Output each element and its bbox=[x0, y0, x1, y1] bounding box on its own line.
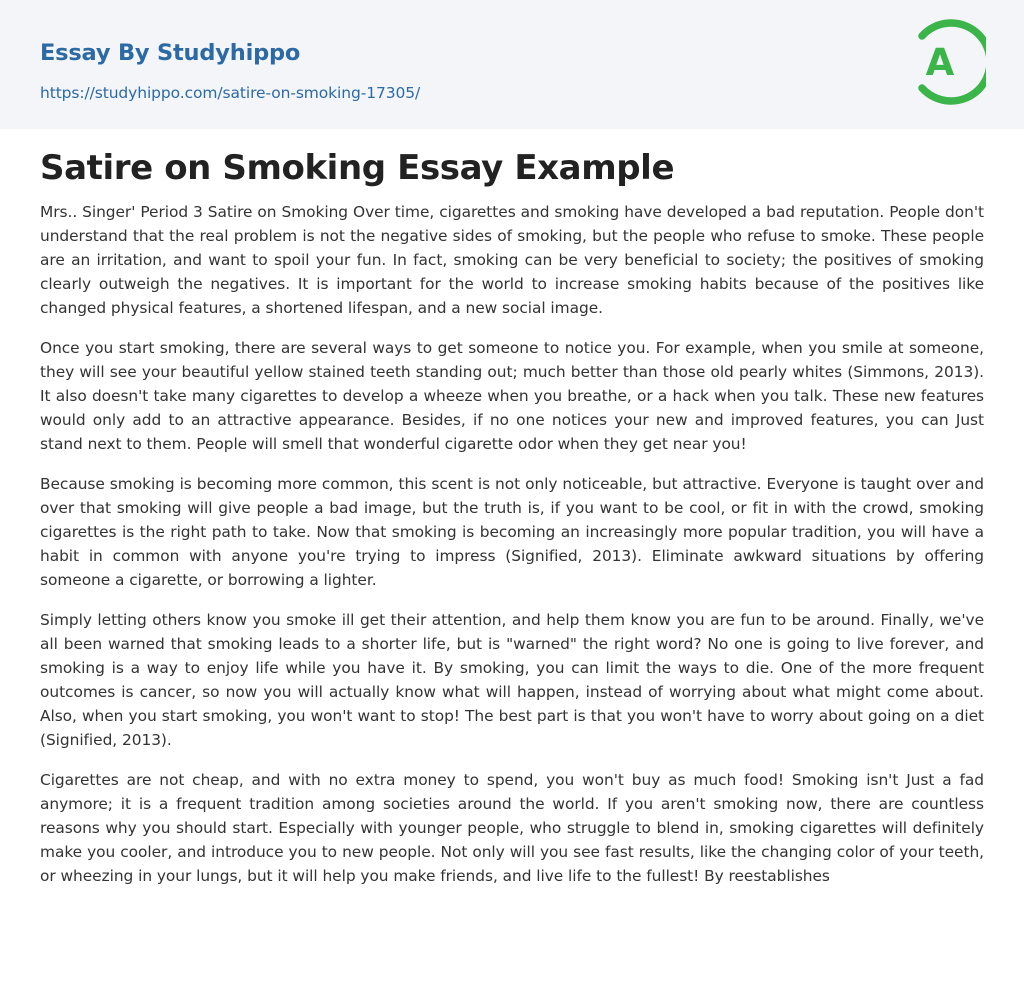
logo-letter: A bbox=[925, 41, 955, 84]
essay-paragraph: Simply letting others know you smoke ill get their attention, and help them know you are fun to be around. Finally, we've all been warned that smoking leads to a shorter life, but is "warned" the right word? No one is going to live forever, and smoking is a way to enjoy life while you have it. By smoking, you can limit the ways to die. One of the more frequent outcomes is cancer, so now you will actually know what will happen, instead of worrying about what might come about. Also, when you start smoking, you won't want to stop! The best part is that you won't have to worry about going on a diet (Signified, 2013). bbox=[40, 611, 984, 749]
essay-title: Satire on Smoking Essay Example bbox=[40, 148, 675, 188]
essay-paragraph: Because smoking is becoming more common, this scent is not only noticeable, but attractive. Everyone is taught over and over that smoking will give people a bad image, but the truth is, if you want to be cool, or fit in with the crowd, smoking cigarettes is the right path to take. Now that smoking is becoming an increasingly more popular tradition, you will have a habit in common with anyone you're trying to impress (Signified, 2013). Eliminate awkward situations by offering someone a cigarette, or borrowing a lighter. bbox=[40, 475, 984, 589]
site-brand: Essay By Studyhippo bbox=[40, 40, 301, 66]
essay-paragraph: Once you start smoking, there are several ways to get someone to notice you. For example, when you smile at someone, they will see your beautiful yellow stained teeth standing out; much better than those old pearly whites (Simmons, 2013). It also doesn't take many cigarettes to develop a wheeze when you breathe, or a hack when you talk. These new features would only add to an attractive appearance. Besides, if no one notices your new and improved features, you can Just stand next to them. People will smell that wonderful cigarette odor when they get near you! bbox=[40, 339, 984, 453]
essay-paragraph: Cigarettes are not cheap, and with no extra money to spend, you won't buy as much food! Smoking isn't Just a fad anymore; it is a frequent tradition among societies around the world. If you aren't smoking now, there are countless reasons why you should start. Especially with younger people, who struggle to blend in, smoking cigarettes will definitely make you cooler, and introduce you to new people. Not only will you see fast results, like the changing color of your teeth, or wheezing in your lungs, but it will help you make friends, and live life to the fullest! By reestablishes bbox=[40, 771, 984, 885]
studyhippo-logo[interactable] bbox=[912, 19, 986, 105]
source-url-link[interactable]: https://studyhippo.com/satire-on-smoking-17305/ bbox=[40, 84, 421, 102]
essay-paragraph: Mrs.. Singer' Period 3 Satire on Smoking Over time, cigarettes and smoking have developed a bad reputation. People don't understand that the real problem is not the negative sides of smoking, but the people who refuse to smoke. These people are an irritation, and want to spoil your fun. In fact, smoking can be very beneficial to society; the positives of smoking clearly outweigh the negatives. It is important for the world to increase smoking habits because of the positives like changed physical features, a shortened lifespan, and a new social image. bbox=[40, 203, 984, 317]
essay-body bbox=[40, 200, 984, 904]
